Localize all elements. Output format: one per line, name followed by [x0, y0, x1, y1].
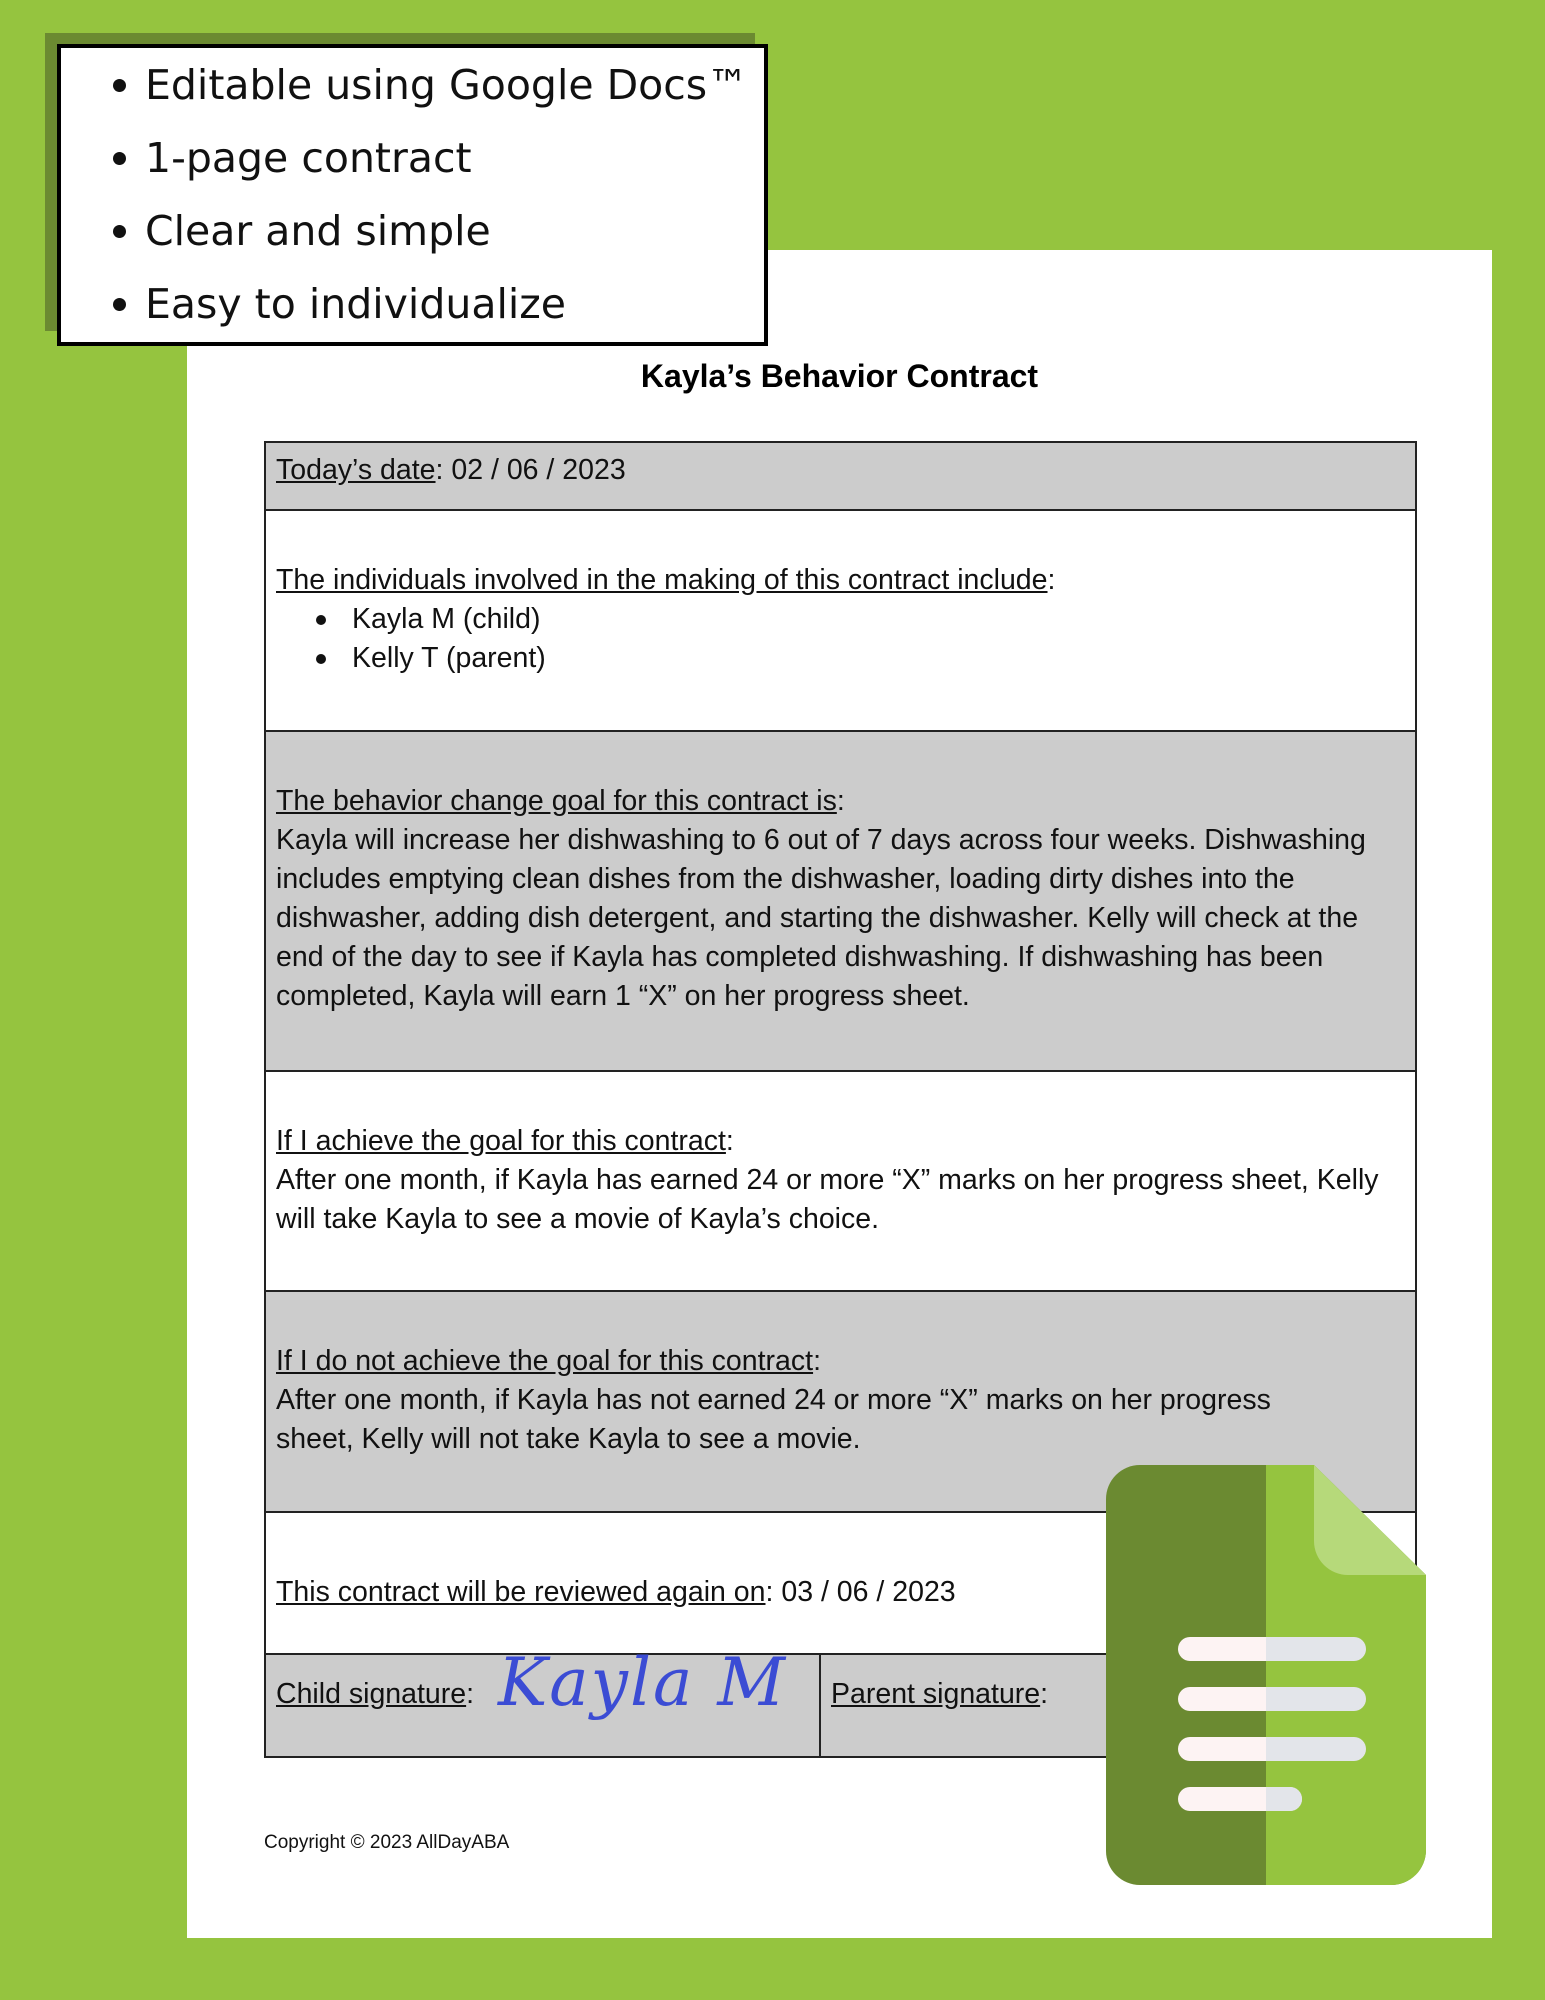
not-achieve-row: If I do not achieve the goal for this contract: After one month, if Kayla has not earned 24 or more “X” marks on her progress sheet, Kelly will not take Kayla to see a movie.: [265, 1291, 1416, 1512]
features-list: [61, 48, 764, 345]
feature-item: 1-page contract: [145, 126, 764, 199]
achieve-label: If I achieve the goal for this contract: [276, 1125, 726, 1157]
contract-title: Kayla’s Behavior Contract: [640, 358, 1039, 394]
individual-item: Kayla M (child): [316, 600, 1405, 639]
child-signature-cell: Child signature: Kayla M: [265, 1654, 820, 1757]
copyright: Copyright © 2023 AllDayABA: [264, 1832, 510, 1853]
review-date: 03 / 06 / 2023: [781, 1576, 956, 1608]
date-row: Today’s date: 02 / 06 / 2023: [265, 442, 1416, 510]
date-value: 02 / 06 / 2023: [451, 454, 626, 486]
feature-item: Clear and simple: [145, 199, 764, 272]
not-achieve-text: After one month, if Kayla has not earned 24 or more “X” marks on her progress sheet, Kelly will not take Kayla to see a movie.: [276, 1384, 1271, 1455]
goal-label: The behavior change goal for this contract is: [276, 785, 837, 817]
feature-item: Editable using Google Docs™: [145, 53, 764, 126]
features-box: [57, 44, 768, 346]
feature-item: Easy to individualize: [145, 272, 764, 345]
child-signature: Kayla M: [498, 1644, 787, 1721]
parent-signature-label: Parent signature: [831, 1678, 1041, 1710]
individual-item: Kelly T (parent): [316, 639, 1405, 678]
individuals-list: [276, 600, 1405, 678]
goal-row: The behavior change goal for this contract is: Kayla will increase her dishwashing to 6 out of 7 days across four weeks. Dishwashing includes emptying clean dishes from the dishwasher, loading dirty dishes into the dishwasher, adding dish detergent, and starting the dishwasher. Kelly will check at the end of the day to see if Kayla has completed dishwashing. If dishwashing has been completed, Kayla will earn 1 “X” on her progress sheet.: [265, 731, 1416, 1071]
individuals-row: The individuals involved in the making of this contract include: Kayla M (child) Kelly T (parent): [265, 510, 1416, 731]
review-row: This contract will be reviewed again on: 03 / 06 / 2023: [265, 1512, 1416, 1654]
achieve-text: After one month, if Kayla has earned 24 or more “X” marks on her progress sheet, Kelly will take Kayla to see a movie of Kayla’s choice.: [276, 1164, 1379, 1235]
goal-text: Kayla will increase her dishwashing to 6 out of 7 days across four weeks. Dishwashing includes emptying clean dishes from the dishwasher, loading dirty dishes into the dishwasher, adding dish detergent, and starting the dishwasher. Kelly will check at the end of the day to see if Kayla has completed dishwashing. If dishwashing has been completed, Kayla will earn 1 “X” on her progress sheet.: [276, 824, 1366, 1012]
google-docs-icon: [1106, 1465, 1426, 1885]
achieve-row: If I achieve the goal for this contract: After one month, if Kayla has earned 24 or more “X” marks on her progress sheet, Kelly will take Kayla to see a movie of Kayla’s choice.: [265, 1071, 1416, 1291]
date-label: Today’s date: [276, 454, 436, 486]
child-signature-label: Child signature: [276, 1678, 467, 1710]
individuals-label: The individuals involved in the making of this contract include: [276, 564, 1048, 596]
not-achieve-label: If I do not achieve the goal for this contract: [276, 1345, 814, 1377]
parent-signature-cell: Parent signature:: [820, 1654, 1416, 1757]
review-label: This contract will be reviewed again on: [276, 1576, 766, 1608]
